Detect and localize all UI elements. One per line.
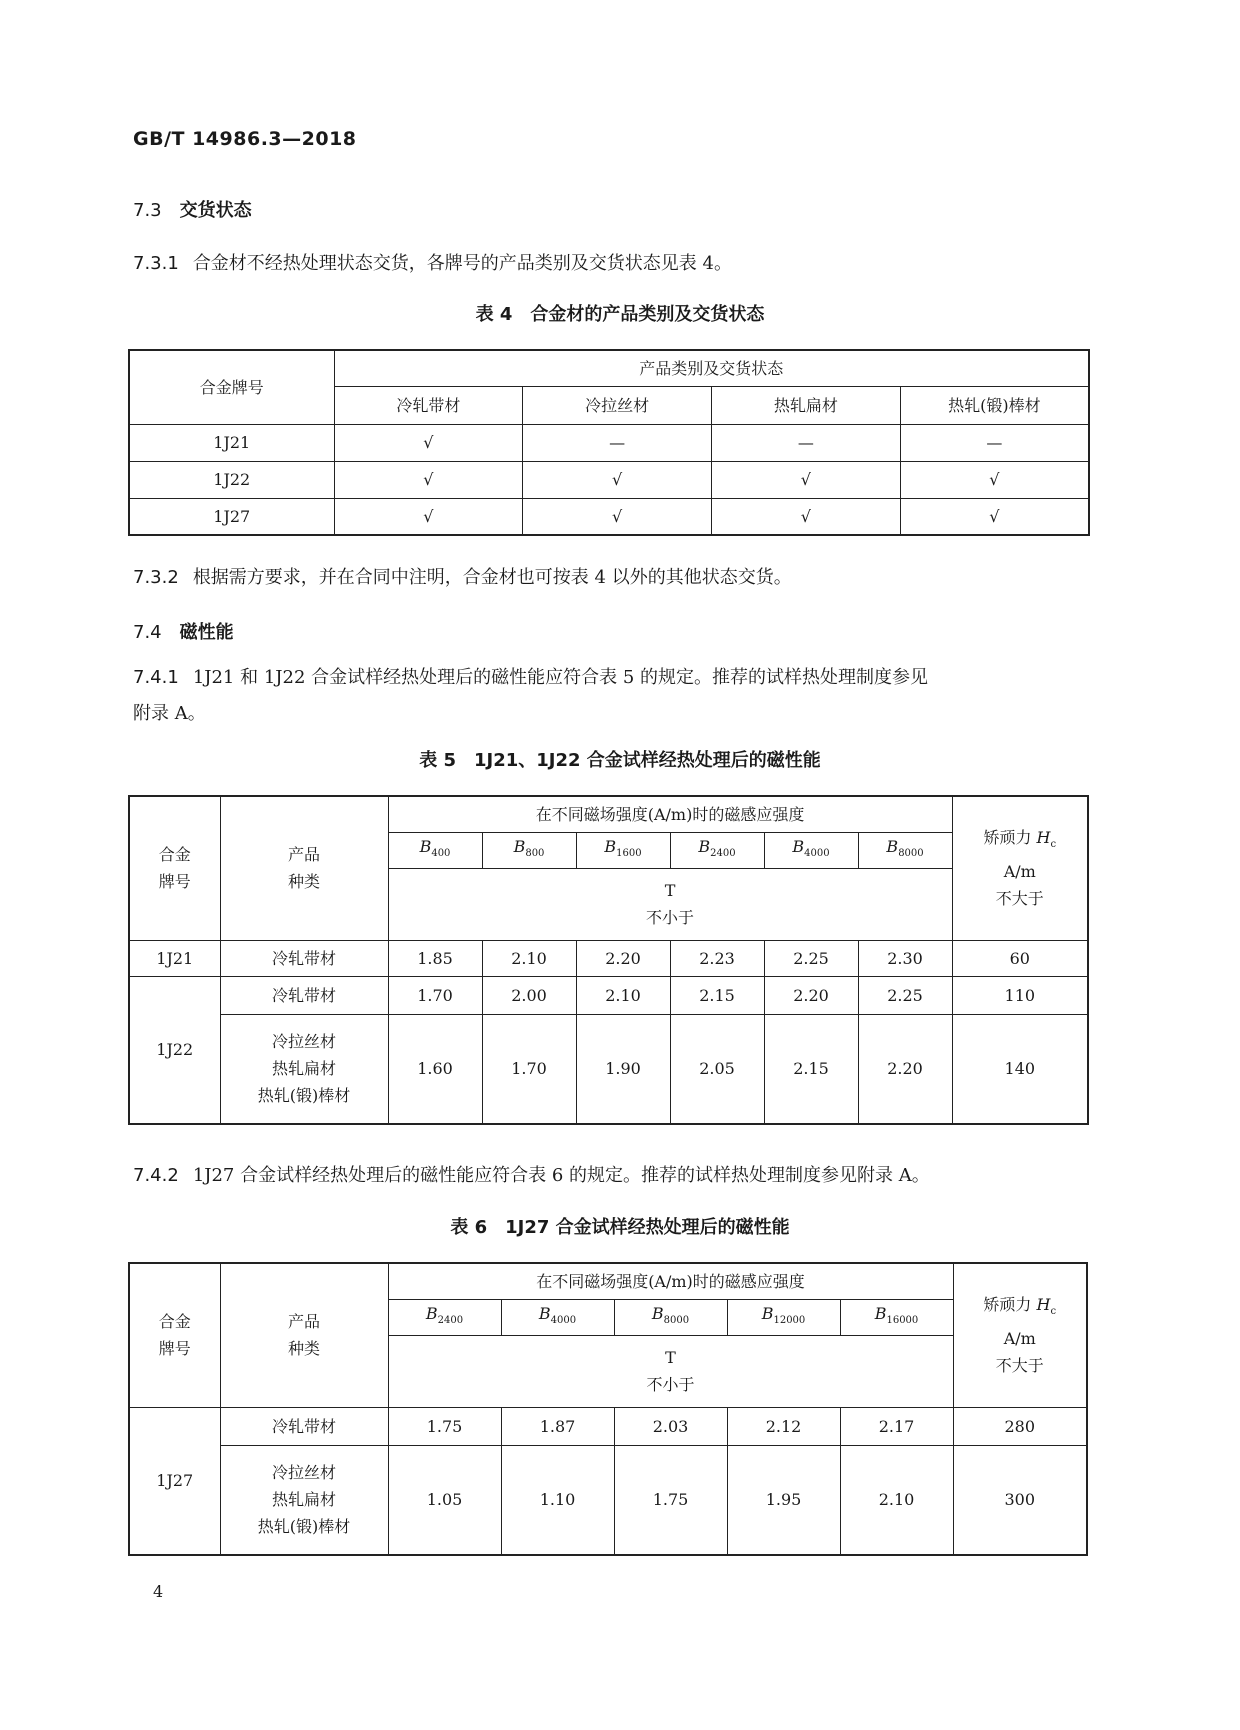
b-subscript: 16000 [886, 1315, 919, 1327]
value-cell: 1.10 [501, 1445, 614, 1555]
status-cell: √ [523, 498, 712, 535]
value-cell: 2.15 [764, 1014, 858, 1124]
col-header-b8000 [858, 832, 952, 868]
paragraph-7-4-2 [133, 1158, 930, 1194]
value-cell: 2.17 [840, 1407, 953, 1445]
b-symbol: B [792, 836, 805, 856]
value-cell: 2.10 [482, 940, 576, 976]
table-number: 表 5 [419, 750, 456, 771]
not-less-label: 不小于 [646, 908, 695, 927]
status-cell: √ [334, 461, 523, 498]
clause-number: 7.3.2 [133, 567, 179, 588]
clause-number: 7.4.1 [133, 667, 179, 688]
section-7-4-heading [133, 618, 234, 644]
kind-cell: 冷轧带材 [220, 940, 388, 976]
value-cell: 2.12 [727, 1407, 840, 1445]
table-number: 表 4 [475, 304, 513, 325]
b-symbol: B [425, 1303, 438, 1323]
status-cell: — [900, 424, 1089, 461]
status-cell: √ [712, 461, 901, 498]
status-cell: √ [523, 461, 712, 498]
value-cell: 1.85 [388, 940, 482, 976]
col-header-b12000 [727, 1299, 840, 1335]
clause-text: 合金材不经热处理状态交货，各牌号的产品类别及交货状态见表 4。 [192, 253, 732, 274]
value-cell: 1.87 [501, 1407, 614, 1445]
col-header-grade [129, 796, 220, 940]
col-header-b4000 [501, 1299, 614, 1335]
section-title: 磁性能 [179, 622, 234, 643]
standard-number: GB/T 14986.3—2018 [133, 128, 357, 150]
b-symbol: B [604, 836, 617, 856]
table-row [129, 976, 1088, 1014]
kind-line: 冷拉丝材 [271, 1463, 336, 1483]
value-cell: 2.10 [576, 976, 670, 1014]
value-cell: 2.20 [576, 940, 670, 976]
hc-symbol: H [1036, 828, 1051, 848]
col-header-b1600 [576, 832, 670, 868]
clause-text: 1J27 合金试样经热处理后的磁性能应符合表 6 的规定。推荐的试样热处理制度参见附录 A。 [192, 1165, 930, 1186]
b-subscript: 800 [525, 848, 545, 860]
b-subscript: 4000 [804, 848, 830, 860]
value-cell: 2.00 [482, 976, 576, 1014]
value-cell: 1.75 [614, 1445, 727, 1555]
col-header-coercivity [953, 1263, 1087, 1407]
value-cell: 2.30 [858, 940, 952, 976]
unit-label: T [664, 881, 676, 900]
header-line: 产品 [287, 845, 320, 865]
section-title: 交货状态 [179, 200, 252, 221]
col-header-cold-rolled-strip: 冷轧带材 [334, 386, 523, 424]
status-cell: √ [334, 498, 523, 535]
status-cell: — [712, 424, 901, 461]
table-row [129, 940, 1088, 976]
clause-line-1 [133, 660, 1093, 696]
table-4-caption [0, 300, 1240, 326]
kind-line: 热轧扁材 [271, 1059, 336, 1079]
b-symbol: B [874, 1303, 887, 1323]
table-row [129, 424, 1089, 461]
section-7-3-heading [133, 196, 252, 222]
b-subscript: 400 [431, 848, 451, 860]
header-line [954, 1291, 1087, 1325]
table-6-caption [0, 1213, 1240, 1239]
col-header-kind [220, 796, 388, 940]
b-symbol: B [761, 1303, 774, 1323]
table-title: 1J27 合金试样经热处理后的磁性能 [505, 1217, 790, 1238]
kind-line: 热轧扁材 [271, 1490, 336, 1510]
header-line: 不大于 [995, 1356, 1044, 1376]
value-cell: 2.20 [764, 976, 858, 1014]
col-header-grade: 合金牌号 [129, 350, 334, 424]
header-line: 产品 [287, 1312, 320, 1332]
clause-number: 7.4.2 [133, 1165, 179, 1186]
value-cell: 2.15 [670, 976, 764, 1014]
b-symbol: B [538, 1303, 551, 1323]
b-subscript: 8000 [663, 1315, 690, 1327]
b-subscript: 2400 [437, 1315, 464, 1327]
table-row [129, 1407, 1087, 1445]
b-subscript: 8000 [898, 848, 924, 860]
b-subscript: 1600 [616, 848, 642, 860]
table-title: 合金材的产品类别及交货状态 [530, 304, 765, 325]
hc-subscript: c [1050, 839, 1057, 851]
kind-line: 冷拉丝材 [271, 1032, 336, 1052]
header-line: 种类 [287, 1339, 320, 1359]
table-row [129, 1014, 1088, 1124]
paragraph-7-4-1 [133, 660, 1093, 732]
clause-line-2: 附录 A。 [133, 703, 206, 724]
col-header-b8000 [614, 1299, 727, 1335]
b-symbol: B [651, 1303, 664, 1323]
kind-cell: 冷轧带材 [220, 1407, 388, 1445]
grade-cell: 1J21 [129, 940, 220, 976]
table-number: 表 6 [450, 1217, 488, 1238]
page-number: 4 [153, 1582, 164, 1601]
header-line: A/m [1003, 1329, 1036, 1349]
b-symbol: B [886, 836, 899, 856]
hc-cell: 280 [953, 1407, 1087, 1445]
header-line: 牌号 [158, 1339, 191, 1359]
not-less-label: 不小于 [646, 1375, 695, 1394]
section-number: 7.4 [133, 622, 162, 643]
paragraph-7-3-1 [133, 246, 732, 282]
value-cell: 1.70 [388, 976, 482, 1014]
header-line [953, 824, 1087, 858]
value-cell: 2.05 [670, 1014, 764, 1124]
col-header-b800 [482, 832, 576, 868]
hc-symbol: H [1036, 1295, 1051, 1315]
hc-cell: 140 [952, 1014, 1088, 1124]
col-header-group: 产品类别及交货状态 [334, 350, 1089, 386]
table-row [129, 498, 1089, 535]
col-header-grade [129, 1263, 220, 1407]
table-6 [128, 1262, 1088, 1556]
hc-cell: 60 [952, 940, 1088, 976]
table-5-caption [0, 746, 1240, 772]
hc-cell: 110 [952, 976, 1088, 1014]
value-cell: 1.95 [727, 1445, 840, 1555]
unit-cell [388, 868, 952, 940]
col-header-cold-drawn-wire: 冷拉丝材 [523, 386, 712, 424]
status-cell: — [523, 424, 712, 461]
hc-subscript: c [1050, 1306, 1057, 1318]
value-cell: 1.90 [576, 1014, 670, 1124]
header-line: 合金 [158, 1312, 191, 1332]
table-4 [128, 349, 1090, 536]
clause-text: 根据需方要求，并在合同中注明，合金材也可按表 4 以外的其他状态交货。 [192, 567, 792, 588]
hc-label: 矫顽力 [983, 1295, 1037, 1315]
value-cell: 2.03 [614, 1407, 727, 1445]
header-line: 合金 [158, 845, 191, 865]
value-cell: 2.23 [670, 940, 764, 976]
value-cell: 1.75 [388, 1407, 501, 1445]
table-row [129, 461, 1089, 498]
grade-cell: 1J27 [129, 498, 334, 535]
kind-cell: 冷轧带材 [220, 976, 388, 1014]
col-header-hot-rolled-bar: 热轧(锻)棒材 [900, 386, 1089, 424]
b-symbol: B [698, 836, 711, 856]
header-line: A/m [1003, 862, 1036, 882]
col-header-group: 在不同磁场强度(A/m)时的磁感应强度 [388, 1263, 953, 1299]
header-line: 种类 [287, 872, 320, 892]
kind-line: 热轧(锻)棒材 [257, 1517, 351, 1537]
b-subscript: 12000 [773, 1315, 806, 1327]
value-cell: 2.10 [840, 1445, 953, 1555]
b-subscript: 2400 [710, 848, 736, 860]
grade-cell: 1J22 [129, 976, 220, 1124]
b-symbol: B [419, 836, 432, 856]
value-cell: 2.20 [858, 1014, 952, 1124]
clause-number: 7.3.1 [133, 253, 179, 274]
kind-cell [220, 1014, 388, 1124]
col-header-hot-rolled-flat: 热轧扁材 [712, 386, 901, 424]
unit-cell [388, 1335, 953, 1407]
paragraph-7-3-2 [133, 560, 792, 596]
kind-cell [220, 1445, 388, 1555]
col-header-coercivity [952, 796, 1088, 940]
value-cell: 2.25 [764, 940, 858, 976]
hc-cell: 300 [953, 1445, 1087, 1555]
col-header-b4000 [764, 832, 858, 868]
value-cell: 2.25 [858, 976, 952, 1014]
unit-label: T [665, 1348, 676, 1367]
header-line: 不大于 [995, 889, 1044, 909]
table-row [129, 1445, 1087, 1555]
col-header-b2400 [670, 832, 764, 868]
value-cell: 1.70 [482, 1014, 576, 1124]
col-header-b400 [388, 832, 482, 868]
grade-cell: 1J22 [129, 461, 334, 498]
b-symbol: B [513, 836, 526, 856]
status-cell: √ [712, 498, 901, 535]
status-cell: √ [900, 498, 1089, 535]
status-cell: √ [334, 424, 523, 461]
status-cell: √ [900, 461, 1089, 498]
grade-cell: 1J21 [129, 424, 334, 461]
col-header-group: 在不同磁场强度(A/m)时的磁感应强度 [388, 796, 952, 832]
col-header-b16000 [840, 1299, 953, 1335]
section-number: 7.3 [133, 200, 162, 221]
value-cell: 1.60 [388, 1014, 482, 1124]
value-cell: 1.05 [388, 1445, 501, 1555]
b-subscript: 4000 [550, 1315, 577, 1327]
table-5 [128, 795, 1089, 1125]
grade-cell: 1J27 [129, 1407, 220, 1555]
clause-text: 1J21 和 1J22 合金试样经热处理后的磁性能应符合表 5 的规定。推荐的试样热处理制度参见 [192, 667, 929, 688]
col-header-b2400 [388, 1299, 501, 1335]
kind-line: 热轧(锻)棒材 [257, 1086, 351, 1106]
hc-label: 矫顽力 [983, 828, 1037, 848]
header-line: 牌号 [158, 872, 191, 892]
col-header-kind [220, 1263, 388, 1407]
table-title: 1J21、1J22 合金试样经热处理后的磁性能 [473, 750, 821, 771]
